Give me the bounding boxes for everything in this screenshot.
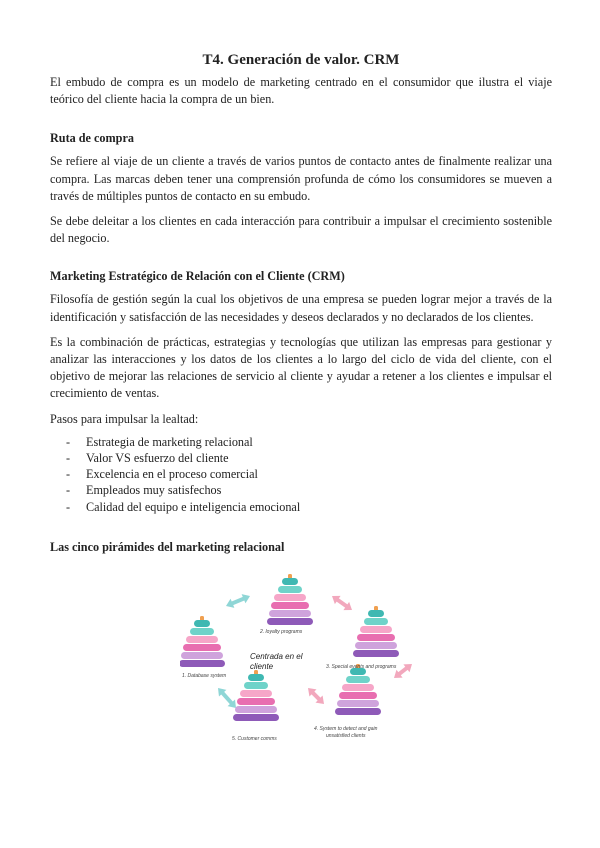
center-text-line2: cliente xyxy=(250,662,274,671)
label-pyramid-4b: unsatisfied clients xyxy=(326,733,366,739)
intro-paragraph: El embudo de compra es un modelo de marketing centrado en el consumidor que ilustra el viaje teórico del cliente hacia la compra de un bien. xyxy=(50,75,552,107)
pyramids-group xyxy=(180,574,399,721)
center-text-line1: Centrada en el xyxy=(250,652,303,661)
list-item xyxy=(50,450,552,466)
band-2 xyxy=(346,676,370,683)
band-base xyxy=(335,708,381,715)
double-arrow-icon xyxy=(308,688,324,704)
label-pyramid-1: 1. Database system xyxy=(182,673,227,679)
band-4 xyxy=(357,634,395,641)
dash-bullet: - xyxy=(66,451,71,466)
band-top xyxy=(368,610,384,617)
band-2 xyxy=(244,682,268,689)
list-item xyxy=(50,434,552,450)
pyramid-1 xyxy=(180,616,225,667)
pyramid-5 xyxy=(233,670,279,721)
band-5 xyxy=(235,706,277,713)
dash-bullet: - xyxy=(66,467,71,482)
pyramid-4 xyxy=(335,664,381,715)
piramides-heading: Las cinco pirámides del marketing relacional xyxy=(50,539,285,554)
ruta-heading: Ruta de compra xyxy=(50,131,134,146)
list-item xyxy=(50,499,552,515)
label-pyramid-3: 3. Special events and programs xyxy=(326,664,397,670)
band-top xyxy=(194,620,210,627)
dash-bullet: - xyxy=(66,434,71,449)
ruta-paragraph-2: Se debe deleitar a los clientes en cada interacción para contribuir a impulsar el crecimiento sostenible del negocio. xyxy=(50,214,552,246)
band-2 xyxy=(364,618,388,625)
double-arrow-icon xyxy=(218,688,236,708)
band-5 xyxy=(337,700,379,707)
band-base xyxy=(233,714,279,721)
band-4 xyxy=(271,602,309,609)
band-base xyxy=(353,650,399,657)
dash-bullet: - xyxy=(66,483,71,498)
band-4 xyxy=(339,692,377,699)
crm-heading: Marketing Estratégico de Relación con el Cliente (CRM) xyxy=(50,269,345,284)
band-top xyxy=(248,674,264,681)
five-pyramids-diagram xyxy=(180,566,420,746)
band-3 xyxy=(186,636,218,643)
double-arrow-icon xyxy=(394,664,412,678)
band-2 xyxy=(190,628,214,635)
band-3 xyxy=(240,690,272,697)
band-3 xyxy=(342,684,374,691)
dash-bullet: - xyxy=(66,499,71,514)
crm-paragraph-1: Filosofía de gestión según la cual los objetivos de una empresa se pueden lograr mejor a través de la identificación y satisfacción de las necesidades y deseos declarados y no declarados de los clientes. xyxy=(50,292,552,324)
band-4 xyxy=(183,644,221,651)
double-arrow-icon xyxy=(226,594,250,608)
pasos-intro: Pasos para impulsar la lealtad: xyxy=(50,411,199,426)
list-item-text: Valor VS esfuerzo del cliente xyxy=(86,451,229,466)
band-2 xyxy=(278,586,302,593)
pyramids-svg xyxy=(180,566,420,746)
list-item-text: Excelencia en el proceso comercial xyxy=(86,467,258,482)
label-pyramid-2: 2. loyalty programs xyxy=(260,629,303,635)
list-item-text: Calidad del equipo e inteligencia emocional xyxy=(86,499,301,514)
crm-paragraph-2: Es la combinación de prácticas, estrategias y tecnologías que utilizan las empresas para gestionar y analizar las interacciones y los datos de los clientes a lo largo del ciclo de vida del cliente, con el objetivo de mejorar las relaciones de servicio al cliente y ayudar a retener a los clientes e impulsar el crecimiento de ventas. xyxy=(50,334,552,401)
document-page xyxy=(50,50,552,556)
pyramid-3 xyxy=(353,606,399,657)
band-4 xyxy=(237,698,275,705)
band-3 xyxy=(274,594,306,601)
list-item-text: Empleados muy satisfechos xyxy=(86,483,222,498)
band-3 xyxy=(360,626,392,633)
band-base xyxy=(180,660,225,667)
band-5 xyxy=(181,652,223,659)
band-top xyxy=(282,578,298,585)
double-arrow-icon xyxy=(332,596,352,610)
list-item xyxy=(50,466,552,482)
list-item-text: Estrategia de marketing relacional xyxy=(86,434,253,449)
band-5 xyxy=(355,642,397,649)
label-pyramid-5: 5. Customer comms xyxy=(232,736,277,742)
list-item xyxy=(50,482,552,498)
page-title: T4. Generación de valor. CRM xyxy=(202,52,400,68)
ruta-paragraph-1: Se refiere al viaje de un cliente a través de varios puntos de contacto antes de finalmente realizar una compra. Las marcas deben tener una comprensión profunda de cómo los consumidores se mueven a través de múltiples puntos de contacto en su embudo. xyxy=(50,154,552,203)
band-base xyxy=(267,618,313,625)
pyramid-2 xyxy=(267,574,313,625)
label-pyramid-4a: 4. System to detect and gain xyxy=(314,726,378,732)
band-5 xyxy=(269,610,311,617)
pasos-list xyxy=(50,434,552,515)
